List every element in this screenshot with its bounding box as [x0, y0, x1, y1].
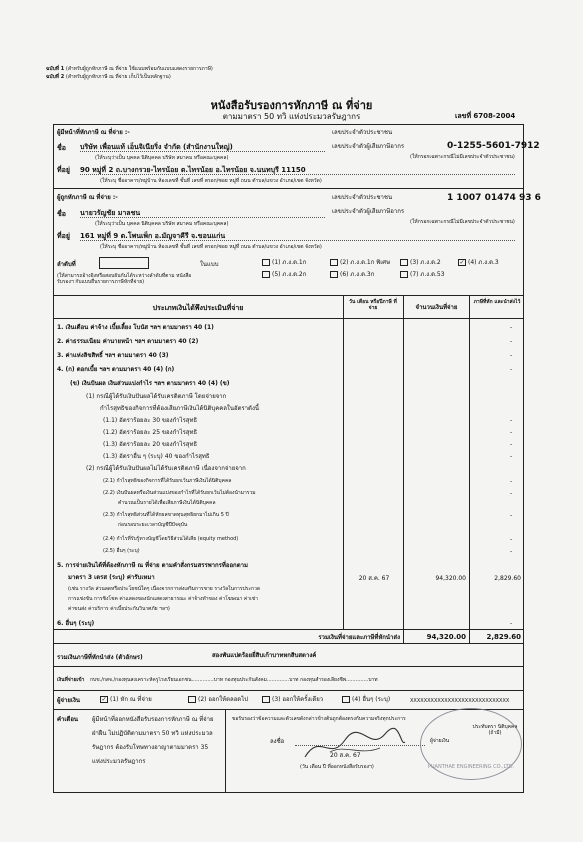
payee-name-label: ชื่อ [57, 210, 66, 218]
payee-section-label: ผู้ถูกหักภาษี ณ ที่จ่าย :- [57, 194, 118, 201]
header-date: วัน เดือน หรือปีภาษี ที่จ่าย [349, 299, 397, 311]
income-row-1: 1. เงินเดือน ค่าจ้าง เบี้ยเลี้ยง โบนัส ฯลฯ ตามมาตรา 40 (1) [57, 324, 214, 331]
certify-text: ขอรับรองว่าข้อความและตัวเลขดังกล่าวข้างต้นถูกต้องตรงกับความจริงทุกประการ [232, 716, 406, 722]
payee-name: นายวรัญชัย มาลชน [80, 209, 325, 218]
income-row-4a: 4. (ก) ดอกเบี้ย ฯลฯ ตามมาตรา 40 (4) (ก) [57, 366, 175, 373]
warning-label: คำเตือน [57, 716, 79, 723]
checkbox[interactable] [342, 696, 350, 703]
col-divider [403, 295, 404, 643]
income-row-13-other: (1.3) อัตราอื่น ๆ (ระบุ) 40 ของกำไรสุทธิ [103, 453, 210, 460]
payer-type-2[interactable]: (2) ออกให้ตลอดไป [188, 696, 248, 703]
payer-type-label: ผู้จ่ายเงิน [57, 697, 80, 704]
payee-addr-label: ที่อยู่ [57, 232, 70, 240]
issue-date-note: (วัน เดือน ปี ที่ออกหนังสือรับรองฯ) [300, 764, 374, 770]
form-option-7[interactable]: (7) ภ.ง.ด.53 [400, 271, 445, 278]
stamp-note: ประทับตรา นิติบุคคล (ถ้ามี) [472, 724, 518, 736]
income-row-22-cont: คำนวณเป็นรายได้เพื่อเสียภาษีเงินได้นิติบุคคล [118, 500, 216, 506]
tax-dash: - [510, 548, 513, 555]
warning-text-3: รัษฎากร ต้องรับโทษทางอาญาตามมาตรา 35 [92, 744, 209, 751]
divider [53, 188, 524, 189]
form-option-6[interactable]: (6) ภ.ง.ด.3ก [330, 271, 374, 278]
payee-taxid-note: (ให้กรอกเฉพาะกรณีไม่มีเลขประจำตัวประชาชน) [410, 219, 515, 225]
table-top-border [53, 295, 524, 296]
checkbox[interactable] [400, 271, 408, 278]
income-row-4b1-desc: กำไรสุทธิของกิจการที่ต้องเสียภาษีเงินได้นิติบุคคลในอัตราดังนี้ [100, 405, 259, 412]
tax-dash: - [510, 620, 513, 627]
income-row-3: 3. ค่าแห่งลิขสิทธิ์ ฯลฯ ตามมาตรา 40 (3) [57, 352, 169, 359]
form-option-1[interactable]: (1) ภ.ง.ด.1ก [262, 259, 306, 266]
form-option-5[interactable]: (5) ภ.ง.ด.2ก [262, 271, 306, 278]
checkbox-checked[interactable]: ✓ [101, 696, 107, 703]
income-row-13: (1.3) อัตราร้อยละ 20 ของกำไรสุทธิ [103, 441, 198, 448]
tax-dash: - [510, 366, 513, 373]
tax-dash: - [510, 338, 513, 345]
payer-addr-label: ที่อยู่ [57, 166, 70, 174]
income-row-25: (2.5) อื่นๆ (ระบุ) [103, 548, 140, 554]
total-border [53, 643, 524, 644]
company-seal: PUANTHAE ENGINEERING CO.,LTD. [420, 708, 522, 780]
payee-name-note: (ให้ระบุว่าเป็น บุคคล นิติบุคคล บริษัท สมาคม หรือคณะบุคคล) [95, 221, 229, 227]
sign-label: ลงชื่อ [270, 738, 285, 745]
income-row-6: 6. อื่นๆ (ระบุ) [57, 620, 95, 627]
tax-dash: - [510, 478, 513, 485]
income-row-4b2: (2) กรณีผู้ได้รับเงินปันผลไม่ได้รับเครดิตภาษี เนื่องจากจ่ายจาก [86, 465, 246, 472]
tax-dash: - [510, 429, 513, 436]
checkbox-checked[interactable]: ✓ [459, 259, 465, 266]
form-option-2[interactable]: (2) ภ.ง.ด.1ก พิเศษ [330, 259, 390, 266]
divider [225, 709, 226, 793]
income-row-5: 5. การจ่ายเงินได้ที่ต้องหักภาษี ณ ที่จ่าย ตามคำสั่งกรมสรรพากรที่ออกตาม [57, 562, 248, 569]
income-row-24: (2.4) กำไรที่รับรู้ทางบัญชีโดยวิธีส่วนได้เสีย (equity method) [103, 536, 239, 542]
row5-amount: 94,320.00 [435, 575, 466, 582]
col-divider [343, 295, 344, 629]
payer-addr-note: (ให้ระบุ ชื่ออาคาร/หมู่บ้าน ห้องเลขที่ ชั้นที่ เลขที่ ตรอก/ซอย หมู่ที่ ถนน ตำบล/แขวง อำเภอ/เขต จังหวัด) [100, 178, 322, 184]
income-row-22: (2.2) เงินปันผลหรือเงินส่วนแบ่งของกำไรที่ได้รับยกเว้นไม่ต้องนำมารวม [103, 490, 256, 496]
tax-dash: - [510, 512, 513, 519]
income-row-2: 2. ค่าธรรมเนียม ค่านายหน้า ฯลฯ ตามมาตรา 40 (2) [57, 338, 199, 345]
row5-tax: 2,829.60 [494, 575, 521, 582]
doc-number: เลขที่ 6708-2004 [455, 112, 516, 120]
payee-id-label: เลขประจำตัวประชาชน [332, 194, 393, 201]
copy-note-2: ฉบับที่ 2 (สำหรับผู้ถูกหักภาษี ณ ที่จ่าย เก็บไว้เป็นหลักฐาน) [46, 74, 171, 80]
seq-note: (ให้สามารถอ้างอิงหรือสอบยันกันได้ระหว่างลำดับที่ตาม หนังสือรับรองฯ กับแบบยื่นรายการภาษีหักที่จ่าย) [57, 273, 192, 285]
payer-id-label: เลขประจำตัวประชาชน [332, 129, 393, 136]
col-divider [469, 295, 470, 643]
words-value: สองพันแปดร้อยยี่สิบเก้าบาทหกสิบสตางค์ [212, 652, 317, 659]
payee-address: 161 หมู่ที่ 9 ต.โพนเพ็ก อ.มัญจาคีรี จ.ขอนแก่น [80, 232, 515, 241]
issue-date: 20 ส.ค. 67 [330, 752, 361, 759]
payer-type-3[interactable]: (3) ออกให้ครั้งเดียว [262, 696, 323, 703]
income-row-4b: (ข) เงินปันผล เงินส่วนแบ่งกำไร ฯลฯ ตามมาตรา 40 (4) (ข) [70, 380, 230, 387]
form-title: หนังสือรับรองการหักภาษี ณ ที่จ่าย [210, 99, 373, 112]
income-row-21: (2.1) กำไรสุทธิของกิจการที่ได้รับยกเว้นภาษีเงินได้นิติบุคคล [103, 478, 232, 484]
payer-name-label: ชื่อ [57, 144, 66, 152]
income-row-5-note3: ค่าขนส่ง ค่าบริการ ค่าเบี้ยประกันวินาศภัย ฯลฯ) [68, 606, 170, 612]
tax-dash: - [510, 441, 513, 448]
tax-dash: - [510, 324, 513, 331]
checkbox[interactable] [188, 696, 196, 703]
income-row-5-note2: การแข่งขัน การชิงโชค ค่าแสดงของนักแสดงสาธารณะ ค่าจ้างทำของ ค่าโฆษณา ค่าเช่า [68, 596, 258, 602]
row5-date: 20 ส.ค. 67 [358, 575, 390, 582]
header-amount: จำนวนเงินที่จ่าย [415, 304, 458, 311]
total-label: รวมเงินที่จ่ายและภาษีที่หักนำส่ง [318, 634, 400, 641]
payer-type-fill: XXXXXXXXXXXXXXXXXXXXXXXXXXXXX [410, 698, 510, 704]
payer-type-4[interactable]: (4) อื่นๆ (ระบุ) [342, 696, 390, 703]
header-tax: ภาษีที่หัก และนำส่งไว้ [473, 299, 521, 305]
tax-dash: - [510, 490, 513, 497]
header-income-type: ประเภทเงินได้พึงประเมินที่จ่าย [152, 304, 244, 312]
income-row-5-type: มาตรา 3 เตรส (ระบุ) ค่ารับเหมา [68, 574, 155, 581]
warning-text-1: ผู้มีหน้าที่ออกหนังสือรับรองการหักภาษี ณ ที่จ่าย [92, 716, 214, 723]
payee-id: 1 1007 01474 93 6 [447, 193, 541, 203]
copy-note-1: ฉบับที่ 1 (สำหรับผู้ถูกหักภาษี ณ ที่จ่าย ใช้แนบพร้อมกับแบบแสดงรายการภาษี) [46, 66, 213, 72]
payer-address: 90 หมู่ที่ 2 ถ.บางกรวย-ไทรน้อย ต.ไทรน้อย อ.ไทรน้อย จ.นนทบุรี 11150 [80, 166, 515, 175]
form-option-4[interactable]: ✓ (4) ภ.ง.ด.3 [459, 259, 499, 266]
payee-addr-note: (ให้ระบุ ชื่ออาคาร/หมู่บ้าน ห้องเลขที่ ชั้นที่ เลขที่ ตรอก/ซอย หมู่ที่ ถนน ตำบล/แขวง อำเภอ/เขต จังหวัด) [100, 244, 322, 250]
total-tax: 2,829.60 [486, 633, 521, 641]
signature-mark [300, 722, 410, 767]
fund-text: กบข./กสจ./กองทุนสงเคราะห์ครูโรงเรียนเอกชน..............บาท กองทุนประกันสังคม..............บาท กองทุนสำรองเลี้ยงชีพ..............บาท [90, 677, 378, 683]
payer-taxid: 0-1255-5601-7912 [447, 141, 540, 151]
income-row-4b1: (1) กรณีผู้ได้รับเงินปันผลได้รับเครดิตภาษี โดยจ่ายจาก [86, 393, 227, 400]
fund-label: เงินที่จ่ายเข้า [57, 677, 85, 683]
warning-text-4: แห่งประมวลรัษฎากร [92, 758, 146, 765]
words-border [53, 666, 524, 667]
payer-type-1[interactable]: ✓ (1) หัก ณ ที่จ่าย [101, 696, 152, 703]
checkbox[interactable] [330, 259, 338, 266]
checkbox[interactable] [262, 259, 270, 266]
total-amount: 94,320.00 [426, 633, 466, 641]
checkbox[interactable] [400, 259, 408, 266]
payer-name: บริษัท เพื่อนแท้ เอ็นจิเนียริ่ง จำกัด (สำนักงานใหญ่) [80, 143, 325, 152]
tax-dash: - [510, 453, 513, 460]
payer-taxid-label: เลขประจำตัวผู้เสียภาษีอากร [332, 143, 405, 150]
income-row-23-cont: ก่อนรอบระยะเวลาบัญชีปีปัจจุบัน [118, 522, 188, 528]
divider [53, 690, 524, 691]
payer-taxid-note: (ให้กรอกเฉพาะกรณีไม่มีเลขประจำตัวประชาชน) [410, 154, 515, 160]
seq-label: ลำดับที่ [57, 261, 76, 268]
seq-input[interactable] [99, 257, 149, 269]
tax-dash: - [510, 536, 513, 543]
table-header-border [53, 318, 524, 319]
income-row-11: (1.1) อัตราร้อยละ 30 ของกำไรสุทธิ [103, 417, 198, 424]
payer-name-note: (ให้ระบุว่าเป็น บุคคล นิติบุคคล บริษัท สมาคม หรือคณะบุคคล) [95, 155, 229, 161]
payee-taxid-label: เลขประจำตัวผู้เสียภาษีอากร [332, 208, 405, 215]
table-bottom-border [53, 629, 524, 630]
checkbox[interactable] [262, 696, 270, 703]
payer-section-label: ผู้มีหน้าที่หักภาษี ณ ที่จ่าย :- [57, 129, 130, 136]
tax-dash: - [510, 417, 513, 424]
tax-dash: - [510, 352, 513, 359]
words-label: รวมเงินภาษีที่หักนำส่ง (ตัวอักษร) [57, 654, 143, 661]
income-row-23: (2.3) กำไรสุทธิส่วนที่ได้หักผลขาดทุนสุทธิยกมาไม่เกิน 5 ปี [103, 512, 229, 518]
payer-sign-label: ผู้จ่ายเงิน [430, 738, 450, 744]
income-row-12: (1.2) อัตราร้อยละ 25 ของกำไรสุทธิ [103, 429, 198, 436]
income-row-5-note1: (เช่น รางวัล ส่วนลดหรือประโยชน์ใดๆ เนื่องจากการส่งเสริมการขาย รางวัลในการประกวด [68, 586, 261, 592]
in-form-label: ในแบบ [200, 261, 219, 268]
checkbox[interactable] [262, 271, 270, 278]
form-option-3[interactable]: (3) ภ.ง.ด.2 [400, 259, 441, 266]
checkbox[interactable] [330, 271, 338, 278]
form-subtitle: ตามมาตรา 50 ทวิ แห่งประมวลรัษฎากร [222, 112, 361, 121]
warning-text-2: ฝ่าฝืน ไม่ปฏิบัติตามมาตรา 50 ทวิ แห่งประมวล [92, 730, 213, 737]
